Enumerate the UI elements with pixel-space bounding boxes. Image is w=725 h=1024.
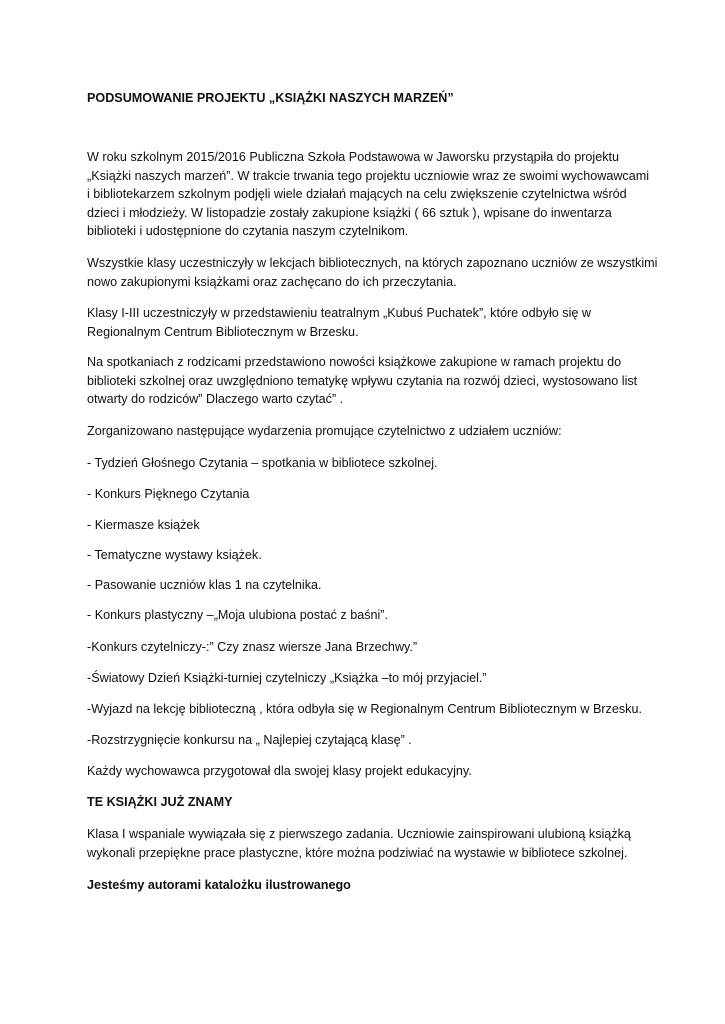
text-line: otwarty do rodziców” Dlaczego warto czytać” . [87,392,344,407]
text-line: „Książki naszych marzeń”. W trakcie trwania tego projektu uczniowie wraz ze swoimi wychowawcami [87,168,650,183]
event-item: - Pasowanie uczniów klas 1 na czytelnika. [87,578,322,592]
text-line: wykonali przepiękne prace plastyczne, które można podziwiać na wystawie w bibliotece szkolnej. [87,845,628,860]
event-item: - Tematyczne wystawy książek. [87,548,262,562]
event-item: -Wyjazd na lekcję biblioteczną , która odbyła się w Regionalnym Centrum Bibliotecznym w Brzesku. [87,702,642,716]
event-item: - Konkurs Pięknego Czytania [87,487,250,501]
theatre-paragraph [87,304,647,341]
text-line: Regionalnym Centrum Bibliotecznym w Brzesku. [87,324,359,339]
text-line: Klasy I-III uczestniczyły w przedstawieniu teatralnym „Kubuś Puchatek”, które odbyło się w [87,306,591,320]
section-paragraph [87,825,647,862]
events-intro: Zorganizowano następujące wydarzenia promujące czytelnictwo z udziałem uczniów: [87,424,562,438]
text-line: biblioteki szkolnej oraz uwzględniono tematykę wpływu czytania na rozwój dzieci, wystosowano list [87,373,638,388]
text-line: i bibliotekarzem szkolnym podjęli wiele działań mających na celu zwiększenie czytelnictwa wśród [87,187,627,202]
text-line: nowo zakupionymi książkami oraz zachęcano do ich przeczytania. [87,274,457,289]
intro-paragraph [87,148,650,241]
text-line: Na spotkaniach z rodzicami przedstawiono nowości książkowe zakupione w ramach projektu do [87,355,622,369]
event-item: -Rozstrzygnięcie konkursu na „ Najlepiej czytającą klasę” . [87,733,412,747]
event-item: -Światowy Dzień Książki-turniej czytelniczy „Książka –to mój przyjaciel.” [87,671,487,685]
event-item: -Konkurs czytelniczy-:” Czy znasz wiersze Jana Brzechwy.” [87,640,418,654]
text-line: W roku szkolnym 2015/2016 Publiczna Szkoła Podstawowa w Jaworsku przystąpiła do projektu [87,150,619,164]
text-line: Klasa I wspaniale wywiązała się z pierwszego zadania. Uczniowie zainspirowani ulubioną książką [87,827,631,841]
closing-text: Każdy wychowawca przygotował dla swojej klasy projekt edukacyjny. [87,764,472,778]
event-item: - Konkurs plastyczny –„Moja ulubiona postać z baśni”. [87,608,388,622]
event-item: - Tydzień Głośnego Czytania – spotkania w bibliotece szkolnej. [87,456,438,470]
event-item: - Kiermasze książek [87,518,200,532]
text-line: biblioteki i udostępnione do czytania naszym czytelnikom. [87,224,409,239]
parents-paragraph [87,353,647,409]
text-line: Wszystkie klasy uczestniczyły w lekcjach bibliotecznych, na których zapoznano uczniów ze wszystkimi [87,256,658,270]
document-title: PODSUMOWANIE PROJEKTU „KSIĄŻKI NASZYCH MARZEŃ” [87,91,454,105]
final-heading: Jesteśmy autorami katalożku ilustrowanego [87,878,351,892]
section-heading: TE KSIĄŻKI JUŻ ZNAMY [87,795,233,809]
lessons-paragraph [87,254,658,291]
text-line: dzieci i młodzieży. W listopadzie zostały zakupione książki ( 66 sztuk ), wpisane do inwentarza [87,205,612,220]
